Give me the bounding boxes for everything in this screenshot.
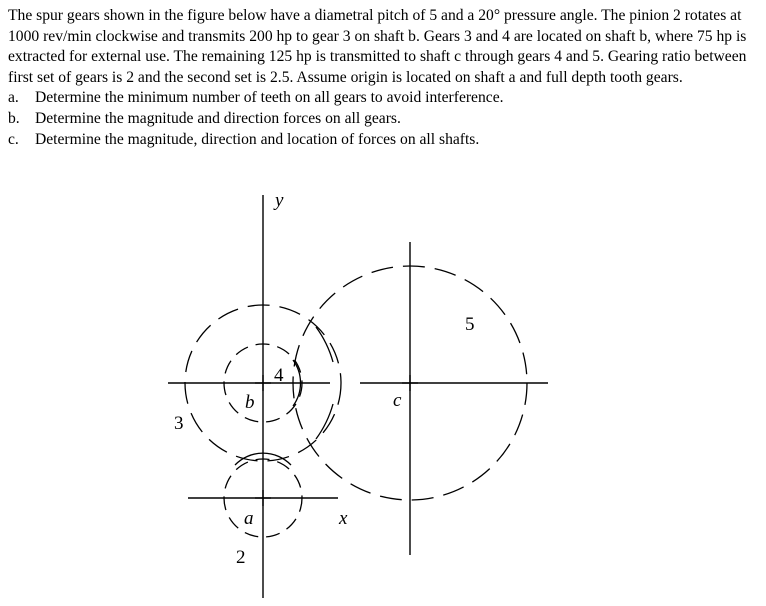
shaft-a-label: a [244,508,254,529]
gear-2-label: 2 [236,547,246,568]
problem-statement: The spur gears shown in the figure below have a diametral pitch of 5 and a 20° pressure angle. The pinion 2 rotates at 1000 rev/min clockwise and transmits 200 hp to gear 3 on shaft b. Gears 3 and 4 are located on shaft b, where 75 hp is extracted for external use. The remaining 125 hp is transmitted to shaft c through gears 4 and 5. Gearing ratio between first set of gears is 2 and the second set is 2.5. Assume origin is located on shaft a and full depth tooth gears. [8,7,747,86]
shaft-c-center-mark [402,375,418,391]
part-marker: b. [8,109,20,127]
axis-x-label: x [339,508,348,529]
gear-3-label: 3 [174,413,184,434]
part-marker: a. [8,89,19,107]
shaft-a-center-mark [255,490,271,506]
part-text: Determine the minimum number of teeth on all gears to avoid interference. [35,89,504,107]
axis-y-label: y [275,190,284,211]
gear-4-label: 4 [274,365,284,386]
gear-5-label: 5 [465,314,475,335]
shaft-b-label: b [245,392,255,413]
shaft-b-center-mark [255,375,271,391]
part-marker: c. [8,130,19,148]
part-text: Determine the magnitude and direction forces on all gears. [35,109,401,127]
part-text: Determine the magnitude, direction and location of forces on all shafts. [35,130,480,148]
shaft-c-label: c [393,390,402,411]
